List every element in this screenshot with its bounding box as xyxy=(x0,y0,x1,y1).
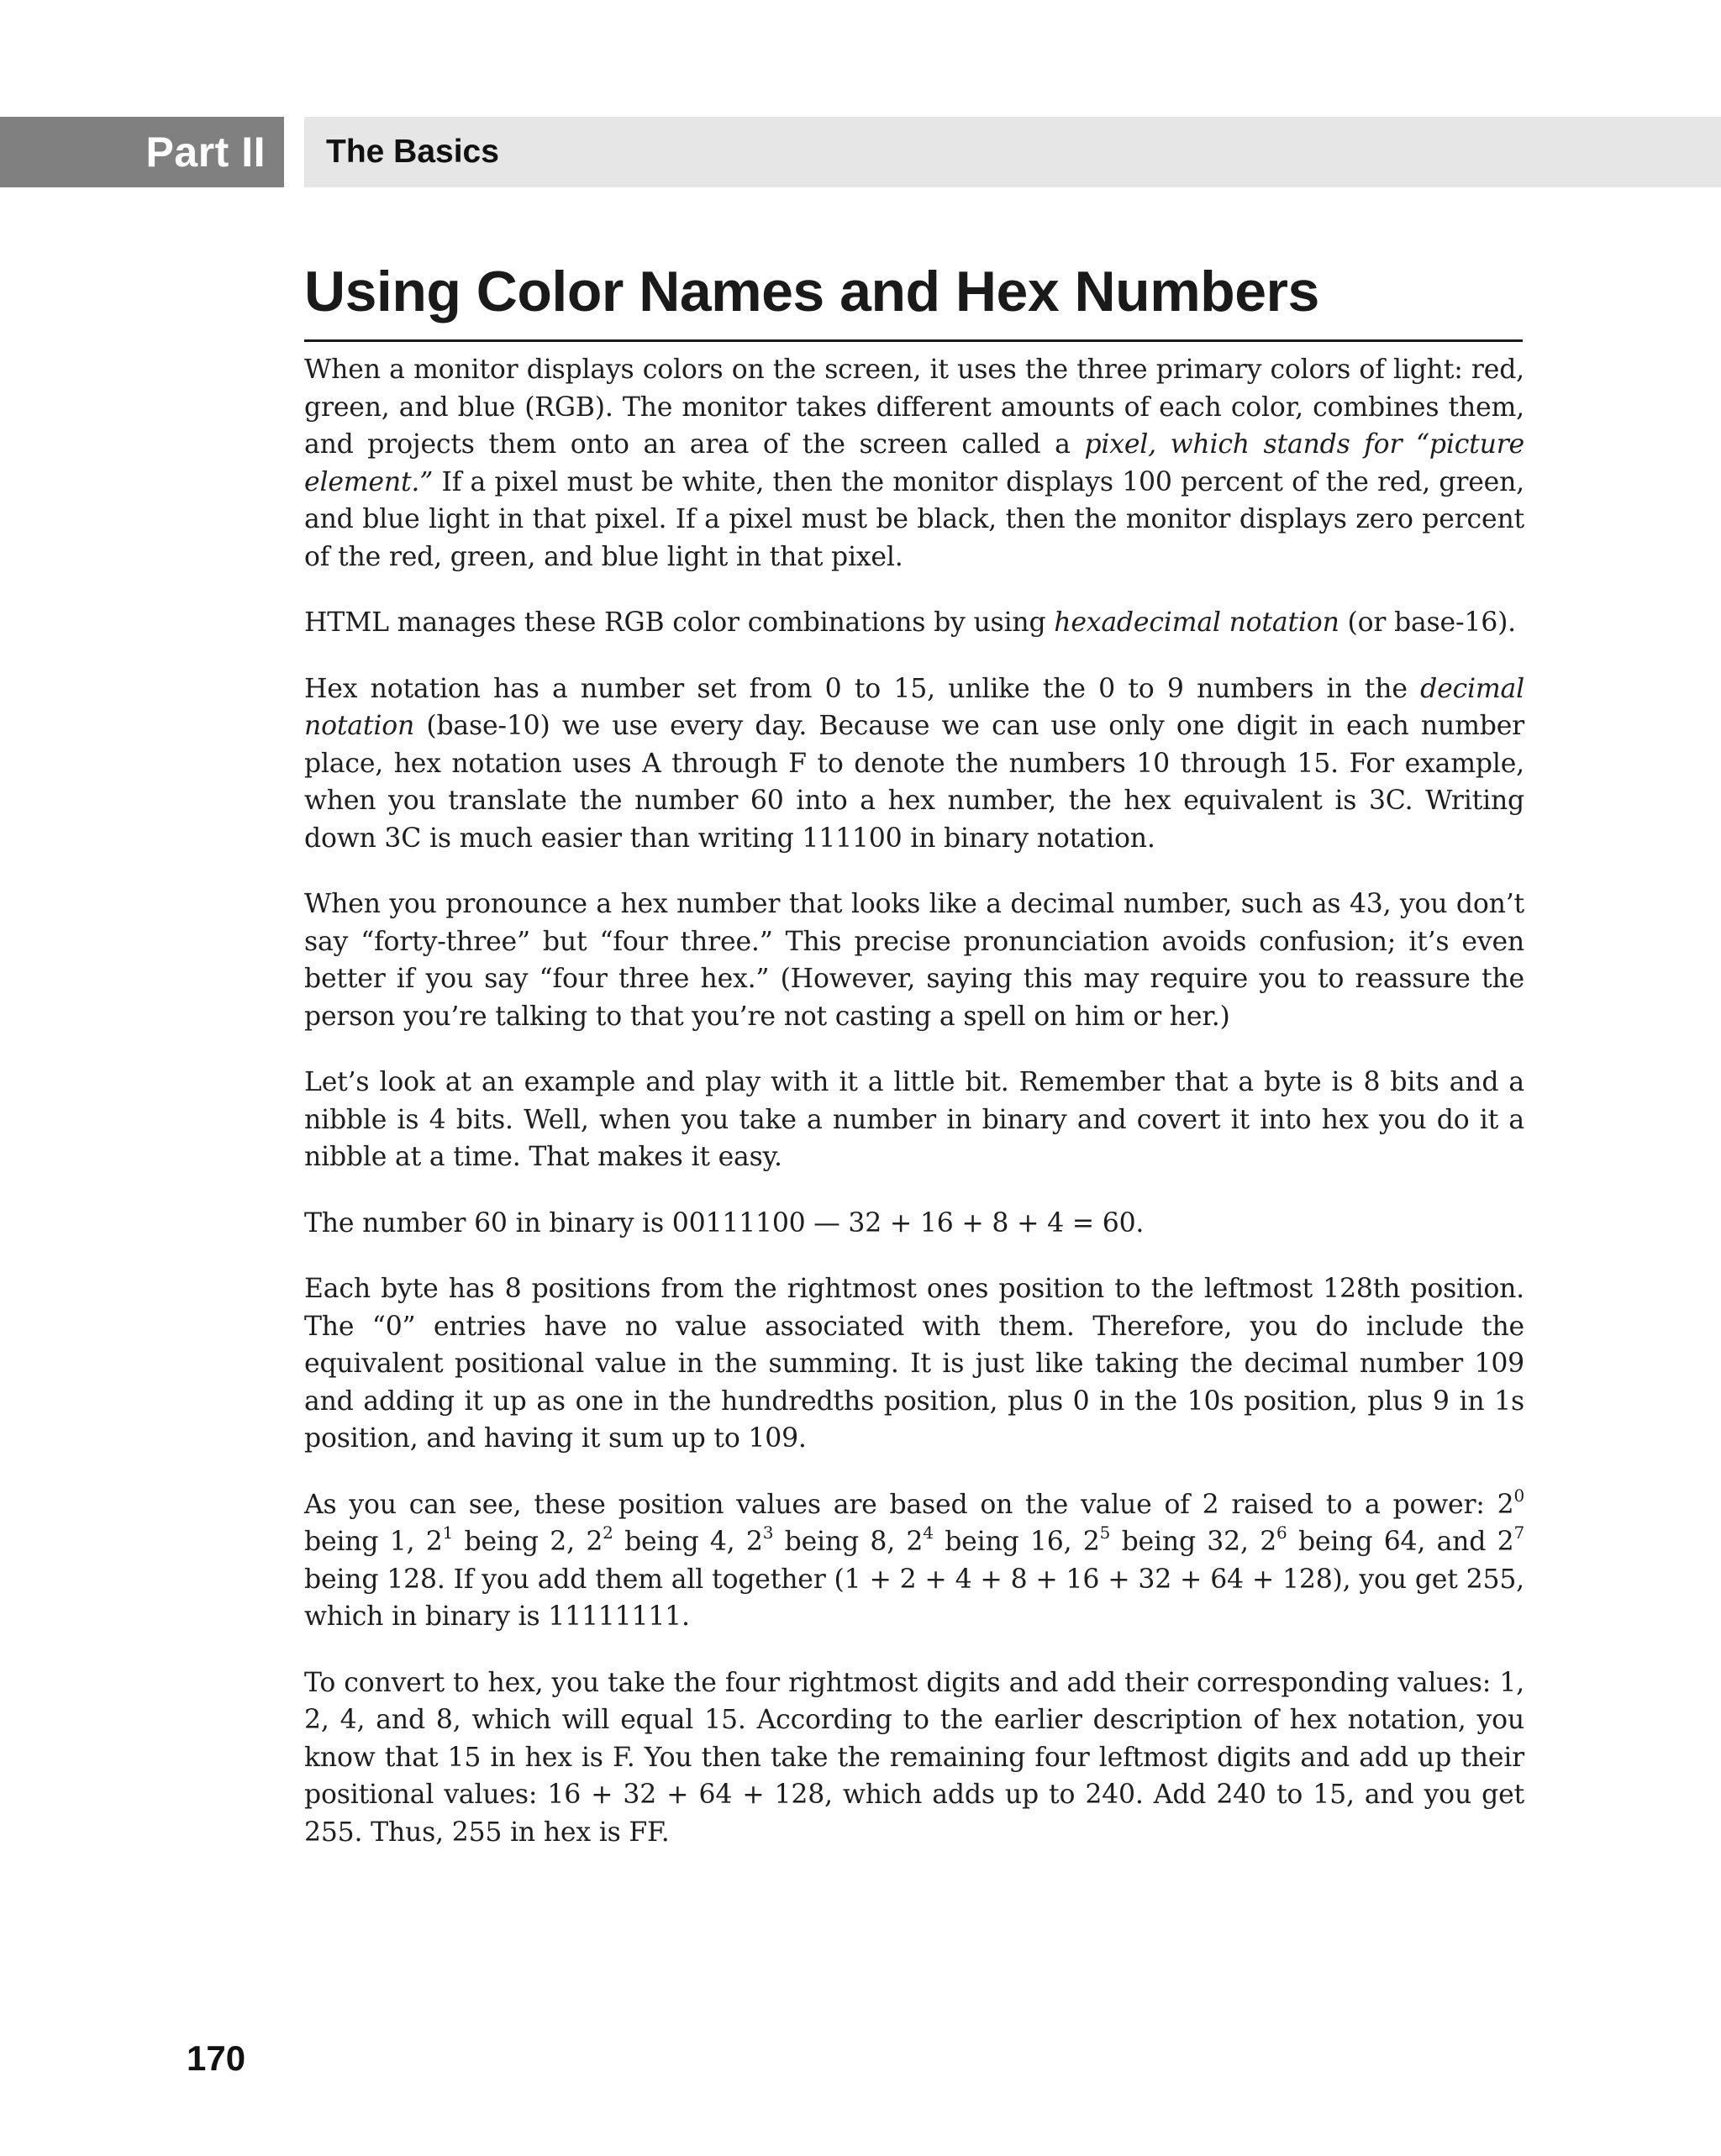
italic-term: hexadecimal notation xyxy=(1054,607,1339,638)
paragraph-hex-notation xyxy=(304,670,1524,858)
italic-term: decimal notation xyxy=(304,673,1524,741)
text-run: being 32, 2 xyxy=(1110,1527,1277,1557)
paragraph-hexadecimal xyxy=(304,604,1524,642)
paragraph-convert-to-hex: To convert to hex, you take the four rightmost digits and add their corresponding values: 1, 2, 4, and 8, which will equal 15. According to the earlier description of hex notation, you know that 15 in hex is F. You then take the remaining four leftmost digits and add up their positional values: 16 + 32 + 64 + 128, which adds up to 240. Add 240 to 15, and you get 255. Thus, 255 in hex is FF. xyxy=(304,1667,1524,1848)
section-heading: Using Color Names and Hex Numbers xyxy=(304,257,1523,342)
body-text xyxy=(304,351,1524,1880)
paragraph-nibble: Let’s look at an example and play with it a little bit. Remember that a byte is 8 bits and a nibble is 4 bits. Well, when you take a number in binary and covert it into hex you do it a nibble at a time. That makes it easy. xyxy=(304,1067,1524,1172)
text-run: being 8, 2 xyxy=(773,1527,924,1557)
text-run: being 2, 2 xyxy=(453,1527,603,1557)
part-tab xyxy=(0,117,284,187)
section-label: The Basics xyxy=(326,134,499,170)
text-run: being 1, 2 xyxy=(304,1527,443,1557)
superscript: 0 xyxy=(1513,1485,1524,1506)
paragraph-pixels xyxy=(304,351,1524,576)
text-run: being 64, and 2 xyxy=(1287,1527,1514,1557)
paragraph-powers-of-two xyxy=(304,1486,1524,1636)
text-run: (or base-16). xyxy=(1339,607,1516,638)
text-run: HTML manages these RGB color combinations by using xyxy=(304,607,1055,638)
superscript: 1 xyxy=(442,1522,454,1543)
text-run: being 4, 2 xyxy=(613,1527,763,1557)
superscript: 5 xyxy=(1099,1522,1111,1543)
paragraph-byte-positions: Each byte has 8 positions from the rightmost ones position to the leftmost 128th position. The “0” entries have no value associated with them. Therefore, you do include the equivalent positional value in the summing. It is just like taking the decimal number 109 and adding it up as one in the hundredths position, plus 0 in the 10s position, plus 9 in 1s position, and having it sum up to 109. xyxy=(304,1274,1524,1454)
superscript: 6 xyxy=(1276,1522,1287,1543)
text-run: (base-10) we use every day. Because we can use only one digit in each number place, hex notation uses A through F to denote the numbers 10 through 15. For example, when you translate the number 60 into a hex number, the hex equivalent is 3C. Writing down 3C is much easier than writing 111100 in binary notation. xyxy=(304,711,1524,854)
superscript: 2 xyxy=(603,1522,613,1543)
paragraph-pronunciation: When you pronounce a hex number that looks like a decimal number, such as 43, you don’t say “forty-three” but “four three.” This precise pronunciation avoids confusion; it’s even better if you say “four three hex.” (However, saying this may require you to reassure the person you’re talking to that you’re not casting a spell on him or her.) xyxy=(304,889,1524,1032)
superscript: 3 xyxy=(762,1522,774,1543)
superscript: 7 xyxy=(1513,1522,1524,1543)
running-header xyxy=(304,117,1721,187)
text-run: being 128. If you add them all together (1 + 2 + 4 + 8 + 16 + 32 + 64 + 128), you get 255, which in binary is 11111111. xyxy=(304,1564,1524,1632)
superscript: 4 xyxy=(923,1522,934,1543)
part-label: Part II xyxy=(145,129,266,176)
text-run: As you can see, these position values are based on the value of 2 raised to a power: 2 xyxy=(304,1489,1514,1520)
text-run: If a pixel must be white, then the monitor displays 100 percent of the red, green, and blue light in that pixel. If a pixel must be black, then the monitor displays zero percent of the red, green, and blue light in that pixel. xyxy=(304,466,1524,572)
text-run: being 16, 2 xyxy=(933,1527,1100,1557)
paragraph-binary-60: The number 60 in binary is 00111100 — 32 + 16 + 8 + 4 = 60. xyxy=(304,1207,1145,1238)
italic-term: pixel, which stands for “picture element.” xyxy=(304,429,1524,497)
text-run: When a monitor displays colors on the screen, it uses the three primary colors of light: red, green, and blue (RGB). The monitor takes different amounts of each color, combines them, and projects them onto an area of the screen called a xyxy=(304,355,1524,460)
page-number: 170 xyxy=(187,2038,246,2078)
text-run: Hex notation has a number set from 0 to 15, unlike the 0 to 9 numbers in the xyxy=(304,673,1421,704)
